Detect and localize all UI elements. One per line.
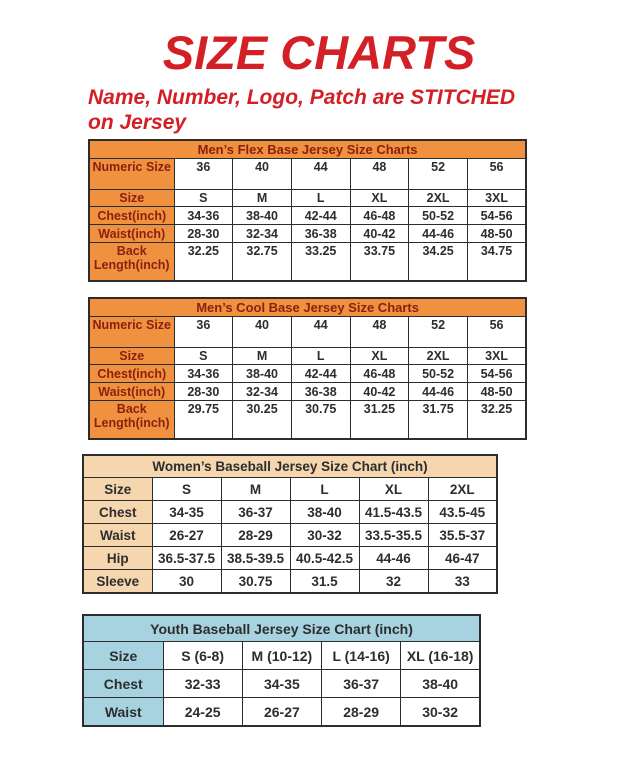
cell-value: 36-37 — [221, 501, 290, 524]
cell-value: 33.75 — [350, 243, 409, 282]
cell-value: L (14-16) — [322, 642, 401, 670]
table-title-row — [83, 615, 480, 642]
mens-flex-base-size-chart — [88, 139, 638, 282]
cell-value: 30-32 — [401, 698, 480, 727]
cell-value: 32.25 — [467, 401, 526, 440]
cell-value: 38.5-39.5 — [221, 547, 290, 570]
table-title: Men’s Cool Base Jersey Size Charts — [89, 298, 526, 317]
cell-value: 32-33 — [163, 670, 242, 698]
cell-value: 48-50 — [467, 383, 526, 401]
cell-value: 34.75 — [467, 243, 526, 282]
table-row — [89, 383, 526, 401]
cell-value: 44-46 — [409, 383, 468, 401]
cell-value: 36-38 — [291, 225, 350, 243]
cell-value: 48 — [350, 159, 409, 190]
row-label: Numeric Size — [89, 159, 174, 190]
cell-value: S — [174, 190, 233, 207]
cell-value: 54-56 — [467, 207, 526, 225]
cell-value: 31.25 — [350, 401, 409, 440]
cell-value: 44 — [291, 159, 350, 190]
cell-value: 44-46 — [409, 225, 468, 243]
row-label: Chest — [83, 670, 163, 698]
cell-value: 24-25 — [163, 698, 242, 727]
cell-value: 33 — [428, 570, 497, 594]
cell-value: 40 — [233, 159, 292, 190]
row-label: Numeric Size — [89, 317, 174, 348]
page-title: SIZE CHARTS — [162, 26, 476, 79]
table-row — [89, 207, 526, 225]
cell-value: 48 — [350, 317, 409, 348]
cell-value: 46-48 — [350, 365, 409, 383]
table-row — [89, 225, 526, 243]
cell-value: 33.5-35.5 — [359, 524, 428, 547]
cell-value: XL — [350, 348, 409, 365]
cell-value: 38-40 — [290, 501, 359, 524]
cell-value: 43.5-45 — [428, 501, 497, 524]
cell-value: 32-34 — [233, 383, 292, 401]
cell-value: 56 — [467, 317, 526, 348]
cell-value: 38-40 — [233, 207, 292, 225]
cell-value: 56 — [467, 159, 526, 190]
cell-value: 54-56 — [467, 365, 526, 383]
cell-value: 30 — [152, 570, 221, 594]
cell-value: 26-27 — [242, 698, 321, 727]
cell-value: 50-52 — [409, 207, 468, 225]
cell-value: 42-44 — [291, 207, 350, 225]
cell-value: 26-27 — [152, 524, 221, 547]
table-row — [83, 570, 497, 594]
table-row — [89, 317, 526, 348]
cell-value: 28-30 — [174, 383, 233, 401]
table-row — [83, 670, 480, 698]
cell-value: 36-37 — [322, 670, 401, 698]
cell-value: 34-35 — [152, 501, 221, 524]
cell-value: 34-36 — [174, 207, 233, 225]
table-row — [89, 401, 526, 440]
cell-value: 32.75 — [233, 243, 292, 282]
cell-value: 2XL — [428, 478, 497, 501]
row-label: Size — [89, 348, 174, 365]
cell-value: 44 — [291, 317, 350, 348]
cell-value: 40.5-42.5 — [290, 547, 359, 570]
cell-value: 2XL — [409, 348, 468, 365]
cell-value: L — [291, 190, 350, 207]
cell-value: 34-36 — [174, 365, 233, 383]
cell-value: 32.25 — [174, 243, 233, 282]
cell-value: 29.75 — [174, 401, 233, 440]
cell-value: 30.25 — [233, 401, 292, 440]
cell-value: XL — [350, 190, 409, 207]
table-title: Men’s Flex Base Jersey Size Charts — [89, 140, 526, 159]
cell-value: 30.75 — [291, 401, 350, 440]
size-charts-page — [0, 26, 638, 776]
cell-value: 36-38 — [291, 383, 350, 401]
cell-value: 40 — [233, 317, 292, 348]
page-subtitle — [88, 85, 638, 135]
cell-value: 32-34 — [233, 225, 292, 243]
cell-value: 35.5-37 — [428, 524, 497, 547]
table-row — [83, 478, 497, 501]
cell-value: 2XL — [409, 190, 468, 207]
table-row — [89, 190, 526, 207]
cell-value: 46-47 — [428, 547, 497, 570]
cell-value: 46-48 — [350, 207, 409, 225]
cell-value: 31.5 — [290, 570, 359, 594]
table-title-row — [89, 140, 526, 159]
table-row — [83, 547, 497, 570]
cell-value: 33.25 — [291, 243, 350, 282]
subtitle-line2: on Jersey — [88, 111, 187, 134]
row-label: Waist(inch) — [89, 225, 174, 243]
row-label: Waist — [83, 524, 152, 547]
cell-value: M — [233, 190, 292, 207]
womens-baseball-size-chart — [82, 454, 638, 594]
row-label: Size — [83, 642, 163, 670]
size-table — [82, 454, 498, 594]
size-table — [82, 614, 481, 727]
cell-value: 3XL — [467, 348, 526, 365]
row-label: Chest(inch) — [89, 365, 174, 383]
cell-value: 38-40 — [233, 365, 292, 383]
row-label: Back Length(inch) — [89, 243, 174, 282]
cell-value: 28-29 — [221, 524, 290, 547]
cell-value: 28-29 — [322, 698, 401, 727]
size-table — [88, 297, 527, 440]
table-title-row — [89, 298, 526, 317]
cell-value: S — [152, 478, 221, 501]
cell-value: 30.75 — [221, 570, 290, 594]
mens-cool-base-size-chart — [88, 297, 638, 440]
cell-value: 40-42 — [350, 225, 409, 243]
cell-value: M — [221, 478, 290, 501]
table-title-row — [83, 455, 497, 478]
cell-value: 36 — [174, 317, 233, 348]
table-row — [83, 501, 497, 524]
cell-value: 34-35 — [242, 670, 321, 698]
cell-value: 41.5-43.5 — [359, 501, 428, 524]
row-label: Chest(inch) — [89, 207, 174, 225]
cell-value: 52 — [409, 159, 468, 190]
cell-value: S — [174, 348, 233, 365]
cell-value: S (6-8) — [163, 642, 242, 670]
table-row — [89, 159, 526, 190]
row-label: Size — [83, 478, 152, 501]
cell-value: 44-46 — [359, 547, 428, 570]
table-row — [89, 243, 526, 282]
cell-value: L — [291, 348, 350, 365]
row-label: Sleeve — [83, 570, 152, 594]
cell-value: 31.75 — [409, 401, 468, 440]
row-label: Hip — [83, 547, 152, 570]
cell-value: 42-44 — [291, 365, 350, 383]
row-label: Waist(inch) — [89, 383, 174, 401]
cell-value: 38-40 — [401, 670, 480, 698]
row-label: Waist — [83, 698, 163, 727]
cell-value: 52 — [409, 317, 468, 348]
cell-value: 36.5-37.5 — [152, 547, 221, 570]
subtitle-line1: Name, Number, Logo, Patch are STITCHED — [88, 86, 516, 109]
table-row — [83, 698, 480, 727]
cell-value: XL (16-18) — [401, 642, 480, 670]
row-label: Chest — [83, 501, 152, 524]
cell-value: M — [233, 348, 292, 365]
cell-value: 30-32 — [290, 524, 359, 547]
cell-value: 3XL — [467, 190, 526, 207]
table-row — [89, 348, 526, 365]
row-label: Size — [89, 190, 174, 207]
cell-value: XL — [359, 478, 428, 501]
youth-baseball-size-chart — [82, 614, 638, 727]
table-row — [83, 524, 497, 547]
table-title: Women’s Baseball Jersey Size Chart (inch) — [83, 455, 497, 478]
cell-value: 40-42 — [350, 383, 409, 401]
table-title: Youth Baseball Jersey Size Chart (inch) — [83, 615, 480, 642]
cell-value: 36 — [174, 159, 233, 190]
table-row — [89, 365, 526, 383]
table-row — [83, 642, 480, 670]
cell-value: L — [290, 478, 359, 501]
cell-value: 28-30 — [174, 225, 233, 243]
cell-value: 34.25 — [409, 243, 468, 282]
cell-value: 32 — [359, 570, 428, 594]
row-label: Back Length(inch) — [89, 401, 174, 440]
cell-value: 50-52 — [409, 365, 468, 383]
size-table — [88, 139, 527, 282]
cell-value: 48-50 — [467, 225, 526, 243]
cell-value: M (10-12) — [242, 642, 321, 670]
